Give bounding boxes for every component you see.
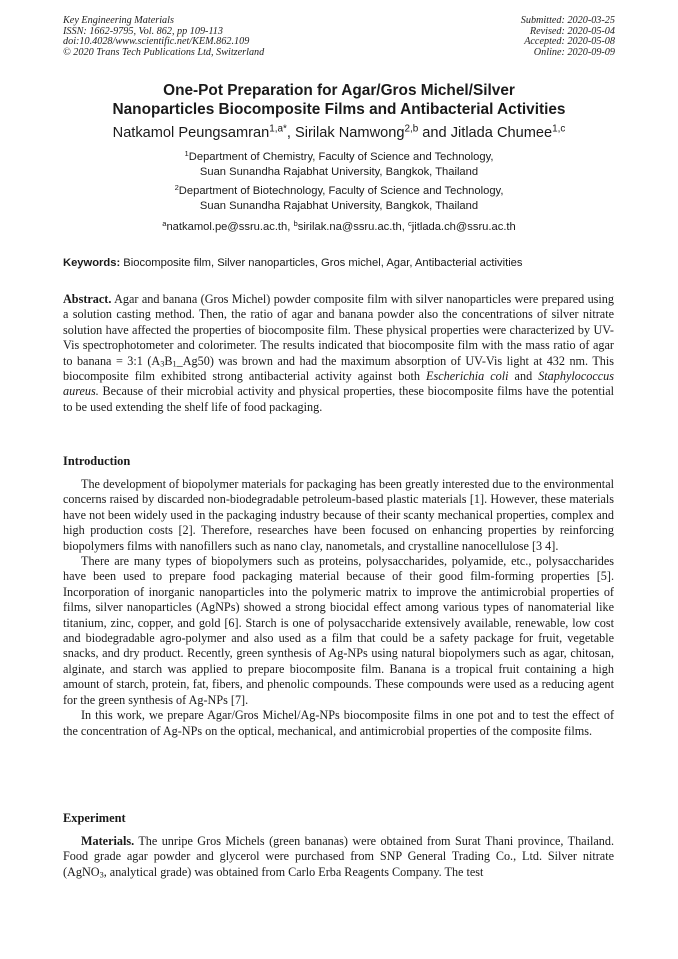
email-b-sup: b [293, 218, 298, 228]
affiliation-1-sup: 1 [184, 148, 189, 158]
introduction-paragraph-1: The development of biopolymer materials for packaging has been greatly interested due to the environmental concerns raised by discarded non-biodegradable petroleum-based plastic materials [1]. However, these materials have not been widely used in the packaging industry because of their scanty mechanical properties, complex and high production costs [2]. Therefore, researches have been focused on enhancing properties by reinforcing biopolymers films with nanofillers such as nano clay, nanometals, and crystalline nanocellulose [3 4]. [63, 477, 614, 553]
date-online: Online: 2020-09-09 [533, 46, 615, 58]
introduction-paragraph-3: In this work, we prepare Agar/Gros Michel/Ag-NPs biocomposite films in one pot and to test the effect of the concentration of Ag-NPs on the optical, mechanical, and antimicrobial properties of the composite films. [63, 708, 614, 738]
materials-sub-1: 3 [99, 870, 104, 880]
author-emails [40, 220, 638, 235]
journal-doi[interactable]: doi:10.4028/www.scientific.net/KEM.862.109 [63, 36, 250, 48]
affiliation-1-line-1: Department of Chemistry, Faculty of Science and Technology, [188, 151, 494, 163]
title-line-1: One-Pot Preparation for Agar/Gros Michel/Silver [163, 82, 515, 99]
author-list [20, 124, 658, 142]
journal-info [63, 16, 264, 58]
introduction-heading: Introduction [63, 454, 131, 468]
abstract-text-4: and [508, 369, 539, 384]
abstract-text-3: _Ag50) was brown and had the maximum absorption of UV-Vis light at 432 nm. This biocomposite film exhibited strong antibacterial activity against both [63, 353, 615, 384]
keywords-text: Biocomposite film, Silver nanoparticles, Gros michel, Agar, Antibacterial activities [120, 257, 523, 269]
abstract-label: Abstract. [63, 292, 112, 306]
email-c-sup: c [407, 218, 412, 228]
materials-text-1: The unripe Gros Michels (green bananas) were obtained from Surat Thani province, Thailand. Food grade agar powder and glycerol were purchased from SNP General Trading Co., Ltd. Silver nitrate (AgNO [63, 834, 614, 879]
abstract-species-2: Staphylococcus aureus. [63, 369, 614, 399]
submission-dates [521, 16, 615, 58]
author-3-sup: 1,c [552, 123, 566, 135]
author-1-sup: 1,a* [269, 123, 287, 135]
journal-issn: ISSN: 1662-9795, Vol. 862, pp 109-113 [63, 25, 223, 37]
experiment-body [63, 834, 614, 880]
author-2-name: Sirilak Namwong [294, 125, 405, 141]
author-1-name: Natkamol Peungsamran [112, 125, 270, 141]
keywords [63, 256, 623, 271]
abstract-sub-2: 1 [172, 359, 177, 369]
affiliation-2-sup: 2 [174, 182, 179, 192]
experiment-heading: Experiment [63, 811, 126, 825]
affiliation-1-line-2: Suan Sunandha Rajabhat University, Bangkok, Thailand [199, 166, 479, 179]
date-accepted: Accepted: 2020-05-08 [524, 36, 615, 48]
email-c[interactable]: jitlada.ch@ssru.ac.th [411, 221, 516, 233]
email-b[interactable]: sirilak.na@ssru.ac.th, [297, 221, 408, 233]
keywords-label: Keywords: [63, 257, 121, 269]
paper-title [40, 82, 638, 119]
author-2-sup: 2,b [404, 123, 419, 135]
affiliation-2-line-2: Suan Sunandha Rajabhat University, Bangkok, Thailand [199, 200, 479, 213]
abstract-text-2: B [164, 353, 173, 368]
date-submitted: Submitted: 2020-03-25 [520, 15, 615, 26]
abstract-sub-1: 3 [160, 359, 165, 369]
email-a[interactable]: natkamol.pe@ssru.ac.th, [166, 221, 294, 233]
email-a-sup: a [162, 218, 167, 228]
introduction-paragraph-2: There are many types of biopolymers such as proteins, polysaccharides, polyamide, etc., polysaccharides have been used to prepare food packaging material because of their good film-forming properties [5]. Incorporation of inorganic nanoparticles into the polymeric matrix to improve the antimicrobial properties of films, silver nanoparticles (AgNPs) showed a strong biocidal effect among various types of nanomaterial like titanium, zinc, copper, and gold [6]. Starch is one of polysaccharide extensively available, renewable, low cost and biodegradable agro-polymer and also used as a film that could be a safety package for fruit, vegetable snacks, and dry product. Recently, green synthesis of Ag-NPs using natural biopolymers such as agar, chitosan, alginate, and starch was applied to prepare biocomposite film. Banana is a tropical fruit containing a high amount of starch, protein, fat, fibers, and phenolic compounds. These compounds were used as a reducing agent for the green synthesis of Ag-NPs [7]. [63, 554, 614, 707]
affiliation-1 [60, 150, 618, 181]
affiliation-2 [60, 184, 618, 215]
author-sep-2: and [418, 125, 451, 141]
date-revised: Revised: 2020-05-04 [529, 25, 615, 37]
introduction-body [63, 477, 614, 739]
materials-label: Materials. [81, 834, 135, 848]
journal-name: Key Engineering Materials [63, 15, 174, 26]
abstract [63, 292, 614, 415]
author-3-name: Jitlada Chumee [450, 125, 553, 141]
journal-copyright: © 2020 Trans Tech Publications Ltd, Switzerland [63, 46, 265, 58]
materials-text-2: , analytical grade) was obtained from Carlo Erba Reagents Company. The test [103, 864, 484, 879]
abstract-text-1: Agar and banana (Gros Michel) powder composite film with silver nanoparticles were prepared using a solution casting method. Then, the ratio of agar and banana powder also the concentrations of silver nitrate solution have affected the properties of biocomposite film. These physical properties were characterized by UV-Vis spectrophotometer and colorimeter. The results indicated that biocomposite film with the mass ratio of agar to banana = 3:1 (A [63, 292, 614, 368]
title-line-2: Nanoparticles Biocomposite Films and Antibacterial Activities [112, 100, 566, 118]
abstract-species-1: Escherichia coli [426, 369, 509, 384]
abstract-text-5: Because of their microbial activity and physical properties, these biocomposite films have the potential to be used extending the shelf life of food packaging. [63, 384, 614, 414]
affiliation-2-line-1: Department of Biotechnology, Faculty of Science and Technology, [178, 185, 504, 197]
author-sep-1: , [286, 125, 295, 141]
